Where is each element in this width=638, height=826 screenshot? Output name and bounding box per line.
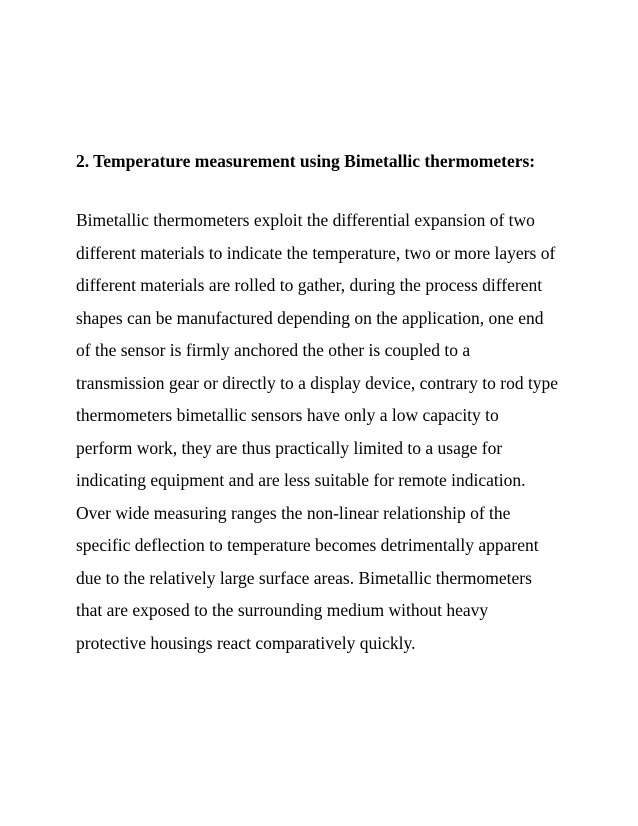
paragraph-line: different materials are rolled to gather, during the process different <box>76 275 543 295</box>
paragraph-line: due to the relatively large surface areas. Bimetallic thermometers <box>76 567 532 588</box>
paragraph-line: Bimetallic thermometers exploit the differential expansion of two <box>76 210 535 230</box>
paragraph-line: specific deflection to temperature becomes detrimentally apparent <box>76 535 539 555</box>
paragraph-line: indicating equipment and are less suitable for remote indication. <box>76 470 526 490</box>
paragraph-line: perform work, they are thus practically limited to a usage for <box>76 437 503 458</box>
paragraph-line: transmission gear or directly to a display device, contrary to rod type <box>76 372 559 393</box>
paragraph-line: that are exposed to the surrounding medium without heavy <box>76 600 489 620</box>
paragraph-line: Over wide measuring ranges the non-linear relationship of the <box>76 502 511 523</box>
paragraph-line: thermometers bimetallic sensors have only a low capacity to <box>76 405 499 425</box>
paragraph-line: protective housings react comparatively quickly. <box>76 632 416 653</box>
body-paragraph <box>76 204 616 659</box>
paragraph-line: different materials to indicate the temperature, two or more layers of <box>76 242 556 263</box>
paragraph-line: of the sensor is firmly anchored the other is coupled to a <box>76 340 471 360</box>
paragraph-line: shapes can be manufactured depending on the application, one end <box>76 307 544 328</box>
section-heading: 2. Temperature measurement using Bimetallic thermometers: <box>76 151 536 171</box>
